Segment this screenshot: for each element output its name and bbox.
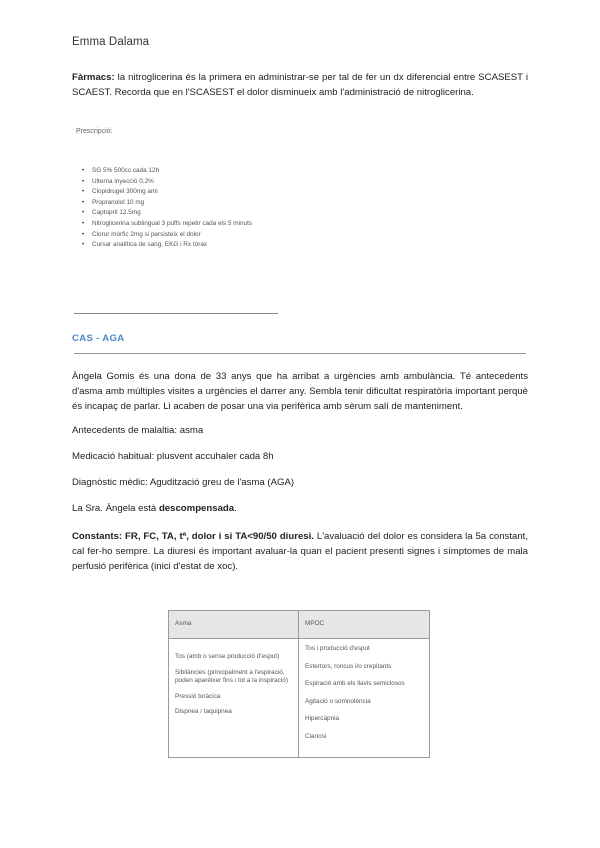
- table-header-mpoc: MPOC: [299, 611, 430, 639]
- prescription-item: • Ulterna inyecció 0.2%: [82, 177, 282, 188]
- status-suffix: .: [234, 503, 237, 514]
- prescription-item: • Propranolol 10 mg: [82, 198, 282, 209]
- case-title: CAS - AGA: [72, 333, 125, 344]
- prescription-item: • Nitroglicerina sublingual 3 puffs repetir cada els 5 minuts: [82, 219, 282, 230]
- prescription-title: Prescripció:: [76, 128, 113, 135]
- mpoc-symptom: Cianosi: [305, 732, 327, 740]
- prescription-item: • Cursar analítica de sang, EKG i Rx tòrax: [82, 240, 282, 251]
- section-divider: [74, 313, 278, 314]
- farmacs-paragraph: [72, 70, 528, 100]
- mpoc-cell: [299, 639, 430, 758]
- prescription-list: [82, 166, 282, 251]
- status-line: [72, 503, 237, 514]
- constants-text: L'avaluació del dolor es considera la 5a constant, cal fer-ho sempre. La diuresi és important avaluar-la quan el pacient presenti signes i símptomes de mala perfusió perifèrica (inici d'estat de xoc).: [72, 531, 528, 573]
- prescription-item: • Clorur mòrfic 2mg si persisteix el dolor: [82, 230, 282, 241]
- farmacs-label: Fàrmacs:: [72, 72, 115, 83]
- asma-symptom: Pressió toràcica: [175, 692, 221, 700]
- antecedents: Antecedents de malaltia: asma: [72, 425, 204, 436]
- mpoc-symptom: Estertors, roncus i/o crepitants: [305, 662, 392, 670]
- diagnostic-medic: Diagnòstic mèdic: Agudització greu de l'asma (AGA): [72, 477, 295, 488]
- farmacs-text: la nitroglicerina és la primera en administrar-se per tal de fer un dx diferencial entre SCASEST i SCAEST. Recorda que en l'SCASEST el dolor disminueix amb l'administració de nitroglicerina.: [72, 72, 528, 99]
- prescription-item: • Clopidrugel 300mg ami: [82, 187, 282, 198]
- case-intro: Àngela Gomis és una dona de 33 anys que ha arribat a urgències amb ambulància. Té antecedents d'asma amb múltiples visites a urgències el darrer any. Sembla tenir dificultat respiratòria important perquè és incapaç de parlar. Li acaben de posar una via perifèrica amb sèrum salí de manteniment.: [72, 371, 528, 413]
- asma-mpoc-table: [168, 610, 430, 758]
- author-name: Emma Dalama: [72, 36, 150, 48]
- table-header-asma: Asma: [169, 611, 299, 639]
- asma-symptom: Tos (amb o sense producció d'esput): [175, 653, 280, 660]
- medicacio-habitual: Medicació habitual: plusvent accuhaler cada 8h: [72, 451, 274, 462]
- mpoc-symptom: Hipercàpnia: [305, 715, 340, 723]
- constants-paragraph: [72, 529, 528, 575]
- asma-symptom: Dispnea / taquipnea: [175, 708, 232, 716]
- prescription-item: • Captopril 12.5mg: [82, 208, 282, 219]
- case-title-underline: [74, 353, 526, 354]
- mpoc-symptom: Espiració amb els llavis semiclosos: [305, 680, 405, 688]
- status-bold: descompensada: [158, 503, 235, 514]
- prescription-item: • SG 5% 500cc cada 12h: [82, 166, 282, 177]
- mpoc-symptom: Agitació o somnolència: [305, 697, 371, 705]
- asma-symptom: Sibilàncies (principalment a l'espiració, poden aparèixer fins i tot a la inspiració): [175, 668, 288, 685]
- constants-label: Constants: FR, FC, TA, tª, dolor i si TA<90/50 diuresi.: [72, 531, 314, 542]
- status-prefix: La Sra. Àngela està: [72, 503, 159, 514]
- asma-cell: [169, 639, 299, 758]
- mpoc-symptom: Tos i producció d'esput: [305, 645, 370, 652]
